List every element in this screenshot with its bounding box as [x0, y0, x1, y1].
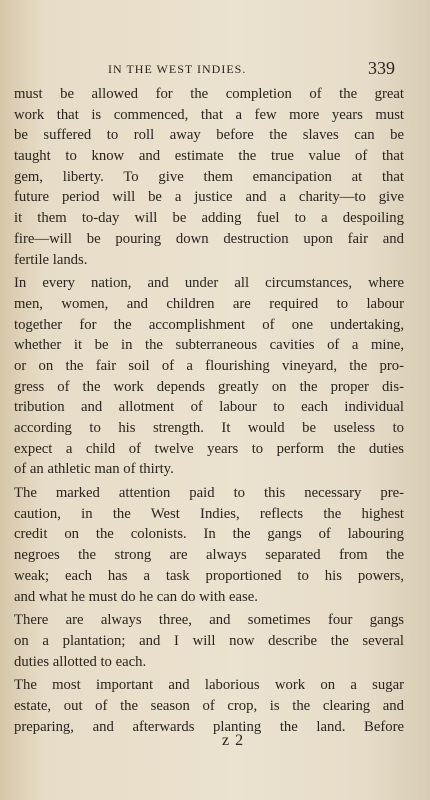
paragraph-1 [14, 84, 404, 270]
text-line: caution, in the West Indies, reflects the highest [14, 505, 404, 522]
text-line: The marked attention paid to this necessary pre- [14, 485, 404, 502]
text-line: taught to know and estimate the true value of that [14, 148, 404, 165]
text-line: credit on the colonists. In the gangs of labouring [14, 526, 404, 543]
text-line: negroes the strong are always separated from the [14, 547, 404, 564]
running-title: IN THE WEST INDIES. [108, 62, 247, 76]
text-line: estate, out of the season of crop, is the clearing and [14, 697, 404, 714]
text-line: be suffered to roll away before the slaves can be [14, 127, 404, 144]
paragraph-3 [14, 483, 404, 607]
text-line: tribution and allotment of labour to each individual [14, 399, 404, 416]
paragraph-2 [14, 273, 404, 480]
paragraph-4 [14, 610, 404, 672]
text-line: or on the fair soil of a flourishing vineyard, the pro- [14, 357, 404, 374]
text-line: together for the accomplishment of one undertaking, [14, 316, 404, 333]
text-line: fertile lands. [14, 251, 88, 268]
text-line: according to his strength. It would be useless to [14, 420, 404, 436]
page-number: 339 [368, 58, 395, 78]
text-line: must be allowed for the completion of the great [14, 86, 404, 102]
text-line: fire—will be pouring down destruction upon fair and [14, 230, 404, 247]
paragraph-5 [14, 675, 404, 737]
text-line: it them to-day will be adding fuel to a despoiling [14, 210, 404, 227]
text-line: gem, liberty. To give them emancipation at that [14, 168, 404, 185]
text-line: of an athletic man of thirty. [14, 461, 174, 478]
text-line: The most important and laborious work on a sugar [14, 677, 404, 694]
running-head [0, 58, 430, 82]
text-line: men, women, and children are required to labour [14, 295, 404, 312]
text-line: duties allotted to each. [14, 653, 147, 670]
text-line: expect a child of twelve years to perform the duties [14, 440, 404, 457]
text-line: and what he must do he can do with ease. [14, 588, 258, 605]
text-line: In every nation, and under all circumstances, where [14, 275, 404, 292]
text-line: There are always three, and sometimes four gangs [14, 612, 404, 629]
text-line: on a plantation; and I will now describe the several [14, 632, 404, 649]
text-line: work that is commenced, that a few more years must [14, 106, 404, 123]
text-line: preparing, and afterwards planting the land. Before [14, 718, 404, 735]
text-line: gress of the work depends greatly on the proper dis- [14, 378, 404, 395]
text-line: future period will be a justice and a charity—to give [14, 189, 404, 206]
text-line: whether it be in the subterraneous cavities of a mine, [14, 337, 404, 354]
signature-mark: z 2 [222, 732, 245, 749]
body-text [14, 84, 404, 737]
text-line: weak; each has a task proportioned to his powers, [14, 567, 404, 584]
